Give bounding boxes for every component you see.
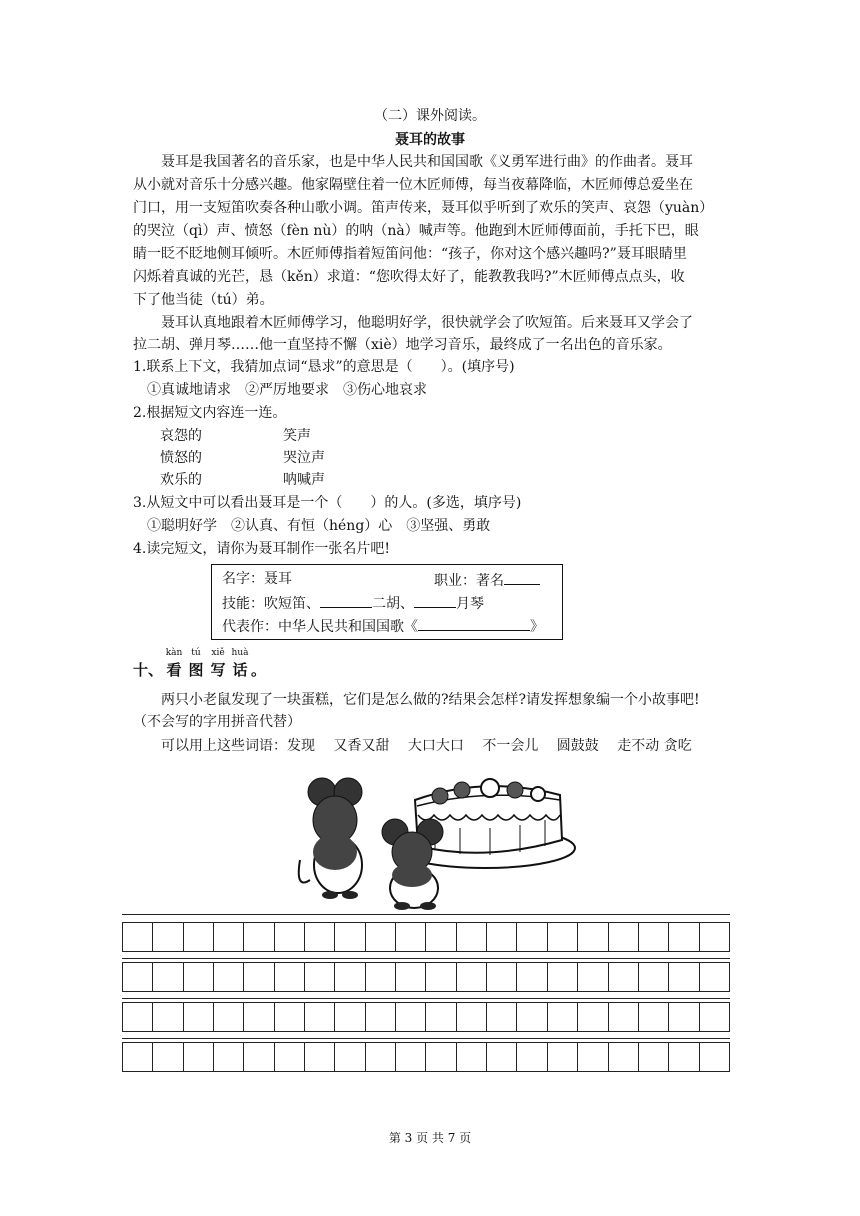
grid-cell[interactable]: [123, 963, 153, 991]
grid-cell[interactable]: [305, 1043, 335, 1071]
grid-cell[interactable]: [457, 1043, 487, 1071]
heading-char-1: [163, 648, 185, 680]
grid-cell[interactable]: [244, 923, 274, 951]
grid-cell[interactable]: [578, 1003, 608, 1031]
passage-line: 聂耳认真地跟着木匠师傅学习，他聪明好学，很快就学会了吹短笛。后来聂耳又学会了: [133, 315, 693, 331]
grid-row-3[interactable]: [122, 1002, 730, 1032]
grid-cell[interactable]: [639, 963, 669, 991]
page-footer: 第 3 页 共 7 页: [388, 1131, 472, 1145]
card-skill-mid: 二胡、: [372, 596, 414, 612]
grid-cell[interactable]: [700, 1003, 729, 1031]
grid-cell[interactable]: [396, 1003, 426, 1031]
card-skill-prefix: 技能：吹短笛、: [222, 596, 320, 612]
mice-cake-illustration: [290, 770, 580, 910]
grid-cell[interactable]: [366, 1003, 396, 1031]
grid-cell[interactable]: [366, 963, 396, 991]
grid-cell[interactable]: [487, 1043, 517, 1071]
grid-cell[interactable]: [123, 1043, 153, 1071]
grid-cell[interactable]: [366, 923, 396, 951]
match-right-3: 呐喊声: [283, 472, 325, 488]
pinyin-1: kàn: [165, 648, 183, 658]
grid-cell[interactable]: [487, 923, 517, 951]
grid-cell[interactable]: [457, 963, 487, 991]
grid-cell[interactable]: [153, 1003, 183, 1031]
grid-cell[interactable]: [335, 923, 365, 951]
card-work-end: 》: [530, 619, 544, 635]
grid-guide-line: [122, 958, 730, 959]
story-title: 聂耳的故事: [395, 132, 465, 148]
grid-row-1[interactable]: [122, 922, 730, 952]
grid-cell[interactable]: [426, 1043, 456, 1071]
question-2: 2.根据短文内容连一连。: [133, 405, 287, 421]
question-4: 4.读完短文，请你为聂耳制作一张名片吧!: [133, 541, 390, 557]
grid-cell[interactable]: [700, 1043, 729, 1071]
passage-line: 从小就对音乐十分感兴趣。他家隔壁住着一位木匠师傅，每当夜幕降临，木匠师傅总爱坐在: [133, 177, 693, 193]
grid-cell[interactable]: [609, 963, 639, 991]
char-4: 话: [232, 661, 248, 679]
grid-cell[interactable]: [244, 963, 274, 991]
grid-cell[interactable]: [305, 923, 335, 951]
grid-cell[interactable]: [457, 923, 487, 951]
name-card: [211, 564, 563, 640]
grid-cell[interactable]: [517, 923, 547, 951]
grid-cell[interactable]: [184, 1003, 214, 1031]
char-3: 写: [210, 661, 226, 679]
grid-cell[interactable]: [275, 923, 305, 951]
question-3: 3.从短文中可以看出聂耳是一个（ ）的人。(多选，填序号): [133, 495, 522, 511]
grid-cell[interactable]: [335, 963, 365, 991]
grid-cell[interactable]: [366, 1043, 396, 1071]
question-1-options: ①真诚地请求 ②严厉地要求 ③伤心地哀求: [133, 382, 427, 398]
grid-cell[interactable]: [305, 963, 335, 991]
writing-grid[interactable]: [122, 912, 730, 1072]
grid-cell[interactable]: [396, 1043, 426, 1071]
grid-cell[interactable]: [153, 1043, 183, 1071]
passage-line: 聂耳是我国著名的音乐家，也是中华人民共和国国歌《义勇军进行曲》的作曲者。聂耳: [133, 154, 693, 170]
char-1: 看: [166, 661, 182, 679]
writing-prompt-2: （不会写的字用拼音代替）: [133, 714, 301, 730]
grid-cell[interactable]: [517, 1003, 547, 1031]
grid-cell[interactable]: [517, 963, 547, 991]
grid-cell[interactable]: [335, 1003, 365, 1031]
grid-cell[interactable]: [214, 1043, 244, 1071]
grid-cell[interactable]: [335, 1043, 365, 1071]
grid-cell[interactable]: [214, 963, 244, 991]
heading-char-3: [207, 648, 229, 680]
grid-cell[interactable]: [214, 923, 244, 951]
passage-line: 睛一眨不眨地侧耳倾听。木匠师傅指着短笛问他：“孩子，你对这个感兴趣吗?”聂耳眼睛里: [133, 246, 687, 262]
grid-cell[interactable]: [214, 1003, 244, 1031]
grid-cell[interactable]: [700, 963, 729, 991]
grid-cell[interactable]: [275, 1043, 305, 1071]
mouse-1-icon: [299, 778, 362, 899]
heading-char-2: [185, 648, 207, 680]
match-left-2: 愤怒的: [160, 450, 202, 466]
question-1: 1.联系上下文，我猜加点词“恳求”的意思是（ ）。(填序号): [133, 359, 515, 375]
grid-cell[interactable]: [275, 1003, 305, 1031]
grid-cell[interactable]: [487, 1003, 517, 1031]
writing-words: 可以用上这些词语：发现 又香又甜 大口大口 不一会儿 圆鼓鼓 走不动 贪吃: [133, 738, 692, 754]
passage-line: 拉二胡、弹月琴……他一直坚持不懈（xiè）地学习音乐，最终成了一名出色的音乐家。: [133, 337, 672, 353]
skill-blank-2[interactable]: [414, 592, 456, 608]
grid-guide-line: [122, 998, 730, 999]
skill-blank-1[interactable]: [320, 592, 372, 608]
grid-cell[interactable]: [184, 1043, 214, 1071]
card-job-label: 职业：著名: [434, 573, 504, 589]
grid-cell[interactable]: [578, 1043, 608, 1071]
section-title: （二）课外阅读。: [374, 108, 486, 124]
grid-cell[interactable]: [639, 1043, 669, 1071]
grid-cell[interactable]: [578, 963, 608, 991]
match-left-1: 哀怨的: [160, 428, 202, 444]
grid-cell[interactable]: [426, 963, 456, 991]
question-3-options: ①聪明好学 ②认真、有恒（héng）心 ③坚强、勇敢: [133, 518, 491, 534]
grid-cell[interactable]: [609, 1003, 639, 1031]
grid-cell[interactable]: [457, 1003, 487, 1031]
grid-cell[interactable]: [517, 1043, 547, 1071]
grid-cell[interactable]: [548, 963, 578, 991]
match-left-3: 欢乐的: [160, 472, 202, 488]
grid-cell[interactable]: [669, 1043, 699, 1071]
char-2: 图: [188, 661, 204, 679]
grid-row-2[interactable]: [122, 962, 730, 992]
card-job: [434, 569, 540, 591]
grid-cell[interactable]: [700, 923, 729, 951]
pinyin-2: tú: [191, 648, 201, 658]
grid-cell[interactable]: [639, 923, 669, 951]
passage-line: 门口，用一支短笛吹奏各种山歌小调。笛声传来，聂耳似乎听到了欢乐的笑声、哀怨（yuàn）: [133, 200, 714, 216]
passage-line: 下了他当徒（tú）弟。: [133, 292, 274, 308]
grid-row-4[interactable]: [122, 1042, 730, 1072]
grid-cell[interactable]: [669, 1003, 699, 1031]
card-skill-end: 月琴: [456, 596, 484, 612]
card-name: 名字：聂耳: [222, 571, 292, 587]
grid-cell[interactable]: [184, 963, 214, 991]
pinyin-4: huà: [231, 648, 249, 658]
grid-cell[interactable]: [609, 923, 639, 951]
grid-cell[interactable]: [244, 1003, 274, 1031]
grid-guide-line: [122, 1038, 730, 1039]
grid-cell[interactable]: [244, 1043, 274, 1071]
grid-cell[interactable]: [548, 1003, 578, 1031]
grid-cell[interactable]: [184, 923, 214, 951]
grid-cell[interactable]: [153, 923, 183, 951]
grid-cell[interactable]: [123, 923, 153, 951]
grid-cell[interactable]: [153, 963, 183, 991]
writing-heading: [133, 648, 267, 680]
card-work-prefix: 代表作：中华人民共和国国歌《: [222, 619, 418, 635]
grid-cell[interactable]: [669, 923, 699, 951]
job-blank[interactable]: [504, 569, 540, 585]
heading-period: 。: [251, 661, 267, 679]
grid-cell[interactable]: [669, 963, 699, 991]
grid-cell[interactable]: [426, 923, 456, 951]
passage-line: 的哭泣（qì）声、愤怒（fèn nù）的呐（nà）喊声等。他跑到木匠师傅面前，手托下巴，眼: [133, 223, 699, 239]
card-skills: [222, 592, 484, 614]
grid-guide-line: [122, 914, 730, 915]
heading-char-4: [229, 648, 251, 680]
grid-cell[interactable]: [123, 1003, 153, 1031]
grid-cell[interactable]: [396, 923, 426, 951]
grid-cell[interactable]: [305, 1003, 335, 1031]
pinyin-3: xiě: [211, 648, 225, 658]
work-blank[interactable]: [418, 615, 530, 631]
writing-prompt-1: 两只小老鼠发现了一块蛋糕，它们是怎么做的?结果会怎样?请发挥想象编一个小故事吧!: [133, 692, 700, 708]
passage-line: 闪烁着真诚的光芒，恳（kěn）求道：“您吹得太好了，能教教我吗?”木匠师傅点点头，收: [133, 269, 685, 285]
grid-cell[interactable]: [275, 963, 305, 991]
writing-number: 十、: [133, 661, 164, 679]
grid-cell[interactable]: [548, 923, 578, 951]
match-right-2: 哭泣声: [283, 450, 325, 466]
grid-cell[interactable]: [487, 963, 517, 991]
grid-cell[interactable]: [578, 923, 608, 951]
grid-cell[interactable]: [426, 1003, 456, 1031]
grid-cell[interactable]: [396, 963, 426, 991]
match-right-1: 笑声: [283, 428, 311, 444]
card-work: [222, 615, 544, 637]
grid-cell[interactable]: [548, 1043, 578, 1071]
grid-cell[interactable]: [609, 1043, 639, 1071]
grid-cell[interactable]: [639, 1003, 669, 1031]
